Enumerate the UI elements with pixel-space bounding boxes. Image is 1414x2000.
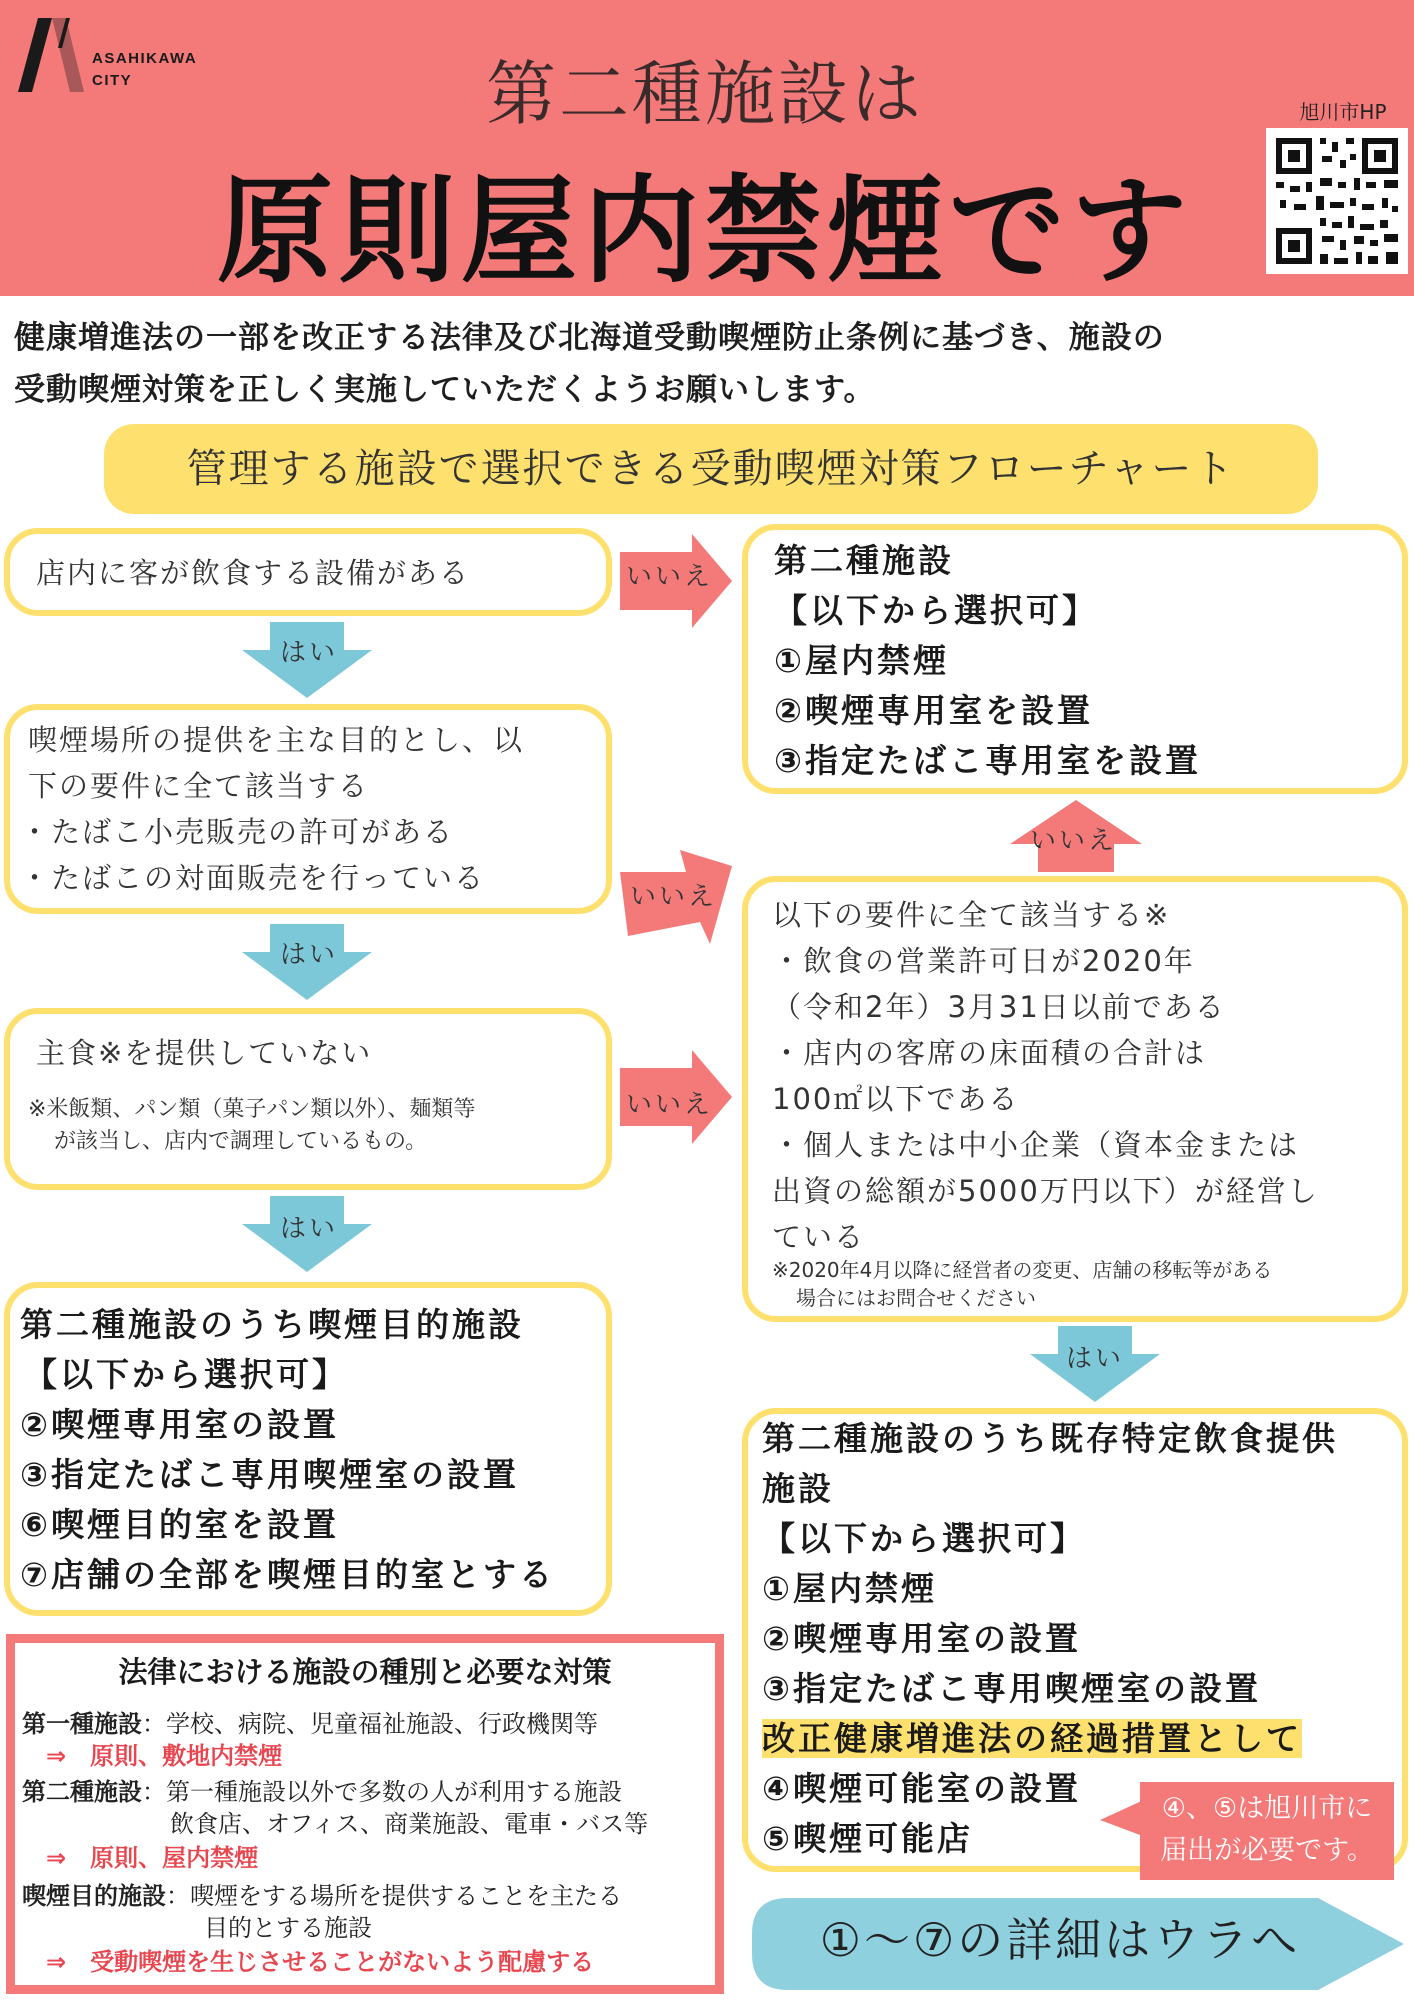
rsp-line-1: 第二種施設のうち喫煙目的施設 [20, 1305, 524, 1344]
q4-line-1: 以下の要件に全て該当する※ [772, 898, 1171, 932]
q2-line-3: ・たばこ小売販売の許可がある [20, 815, 455, 849]
footer-see-back-text: ①〜⑦の詳細はウラへ [819, 1913, 1301, 1967]
legal-type3-desc2: 目的とする施設 [204, 1914, 372, 1942]
rst-line-4: ②喫煙専用室を設置 [774, 691, 1093, 730]
q2-line-4: ・たばこの対面販売を行っている [20, 861, 486, 895]
rsp-line-4: ③指定たばこ専用喫煙室の設置 [20, 1455, 519, 1494]
rst-line-5: ③指定たばこ専用室を設置 [774, 741, 1201, 780]
legal-type3-rule: ⇒ 受動喫煙を生じさせることがないよう配慮する [46, 1948, 595, 1976]
type3-label: 喫煙目的施設 [22, 1882, 166, 1910]
rsp-line-6: ⑦店舗の全部を喫煙目的室とする [20, 1555, 555, 1594]
rsp-line-2: 【以下から選択可】 [24, 1355, 348, 1394]
q4-note-2: 場合にはお問合せください [796, 1286, 1036, 1310]
city-logo-text [92, 48, 197, 92]
type1-label: 第一種施設 [22, 1710, 142, 1738]
legal-type2-desc2: 飲食店、オフィス、商業施設、電車・バス等 [170, 1810, 649, 1838]
arrow-label-yes-4: はい [1066, 1344, 1125, 1374]
notice-line-2: 届出が必要です。 [1160, 1835, 1374, 1866]
legal-type1 [22, 1708, 598, 1740]
logo-line-1: ASAHIKAWA [92, 50, 198, 67]
rex-line-6: ③指定たばこ専用喫煙室の設置 [762, 1669, 1261, 1708]
rsp-line-3: ②喫煙専用室の設置 [20, 1405, 339, 1444]
logo-line-2: CITY [92, 72, 133, 89]
notification-notice [1140, 1782, 1394, 1880]
q4-note-1: ※2020年4月以降に経営者の変更、店舗の移転等がある [772, 1258, 1273, 1282]
rex-line-1: 第二種施設のうち既存特定飲食提供 [762, 1419, 1338, 1458]
rex-line-8: ④喫煙可能室の設置 [762, 1769, 1081, 1808]
rex-line-2: 施設 [762, 1469, 834, 1508]
legal-type2-rule: ⇒ 原則、屋内禁煙 [46, 1844, 259, 1872]
q1-text: 店内に客が飲食する設備がある [36, 556, 471, 590]
q3-note-2: が該当し、店内で調理しているもの。 [54, 1129, 428, 1154]
q4-line-4: ・店内の客席の床面積の合計は [772, 1036, 1207, 1070]
q4-line-3: （令和2年）3月31日以前である [772, 990, 1226, 1024]
q2-line-2: 下の要件に全て該当する [28, 769, 370, 803]
rex-line-3: 【以下から選択可】 [762, 1519, 1086, 1558]
type2-label: 第二種施設 [22, 1778, 142, 1806]
rst-line-1: 第二種施設 [774, 541, 954, 580]
flowchart-title: 管理する施設で選択できる受動喫煙対策フローチャート [104, 424, 1318, 514]
arrow-label-no-4: いいえ [1030, 826, 1118, 856]
q4-line-6: ・個人または中小企業（資本金または [772, 1128, 1300, 1162]
arrow-label-no-1: いいえ [626, 562, 714, 592]
intro-line-1: 健康増進法の一部を改正する法律及び北海道受動喫煙防止条例に基づき、施設の [14, 320, 1165, 356]
legal-type3 [22, 1880, 622, 1912]
type1-desc: ：学校、病院、児童福祉施設、行政機関等 [142, 1710, 598, 1738]
title-subtitle: 第二種施設は [486, 53, 924, 135]
q2-line-1: 喫煙場所の提供を主な目的とし、以 [28, 723, 525, 757]
legal-type2 [22, 1776, 622, 1808]
q4-line-2: ・飲食の営業許可日が2020年 [772, 944, 1195, 978]
q4-line-5: 100㎡以下である [772, 1082, 1020, 1116]
arrow-label-no-2: いいえ [630, 882, 718, 912]
qr-code-icon[interactable] [1266, 128, 1408, 274]
asahikawa-logo-icon [18, 18, 84, 92]
page-title: 原則屋内禁煙です [217, 164, 1193, 299]
arrow-label-yes-1: はい [280, 638, 339, 668]
rex-line-7 [762, 1714, 1302, 1764]
q4-line-7: 出資の総額が5000万円以下）が経営し [772, 1174, 1319, 1208]
arrow-label-yes-2: はい [280, 940, 339, 970]
rst-line-3: ①屋内禁煙 [774, 641, 949, 680]
rst-line-2: 【以下から選択可】 [774, 591, 1098, 630]
rex-line-7-highlight: 改正健康増進法の経過措置として [762, 1719, 1302, 1758]
type3-desc: ：喫煙をする場所を提供することを主たる [166, 1882, 622, 1910]
legal-title: 法律における施設の種別と必要な対策 [118, 1655, 612, 1689]
arrow-label-no-3: いいえ [626, 1090, 714, 1120]
type2-desc: ：第一種施設以外で多数の人が利用する施設 [142, 1778, 622, 1806]
rsp-line-5: ⑥喫煙目的室を設置 [20, 1505, 339, 1544]
rex-line-4: ①屋内禁煙 [762, 1569, 937, 1608]
q3-note-1: ※米飯類、パン類（菓子パン類以外）、麺類等 [28, 1097, 476, 1122]
intro-line-2: 受動喫煙対策を正しく実施していただくようお願いします。 [14, 372, 876, 408]
intro-text [14, 312, 1404, 416]
rex-line-5: ②喫煙専用室の設置 [762, 1619, 1081, 1658]
legal-type1-rule: ⇒ 原則、敷地内禁煙 [46, 1742, 283, 1770]
q3-line-1: 主食※を提供していない [36, 1036, 373, 1070]
notice-line-1: ④、⑤は旭川市に [1161, 1793, 1373, 1824]
q4-line-8: ている [772, 1220, 866, 1254]
arrow-label-yes-3: はい [280, 1214, 339, 1244]
rex-line-9: ⑤喫煙可能店 [762, 1819, 973, 1858]
qr-label: 旭川市HP [1299, 100, 1387, 124]
